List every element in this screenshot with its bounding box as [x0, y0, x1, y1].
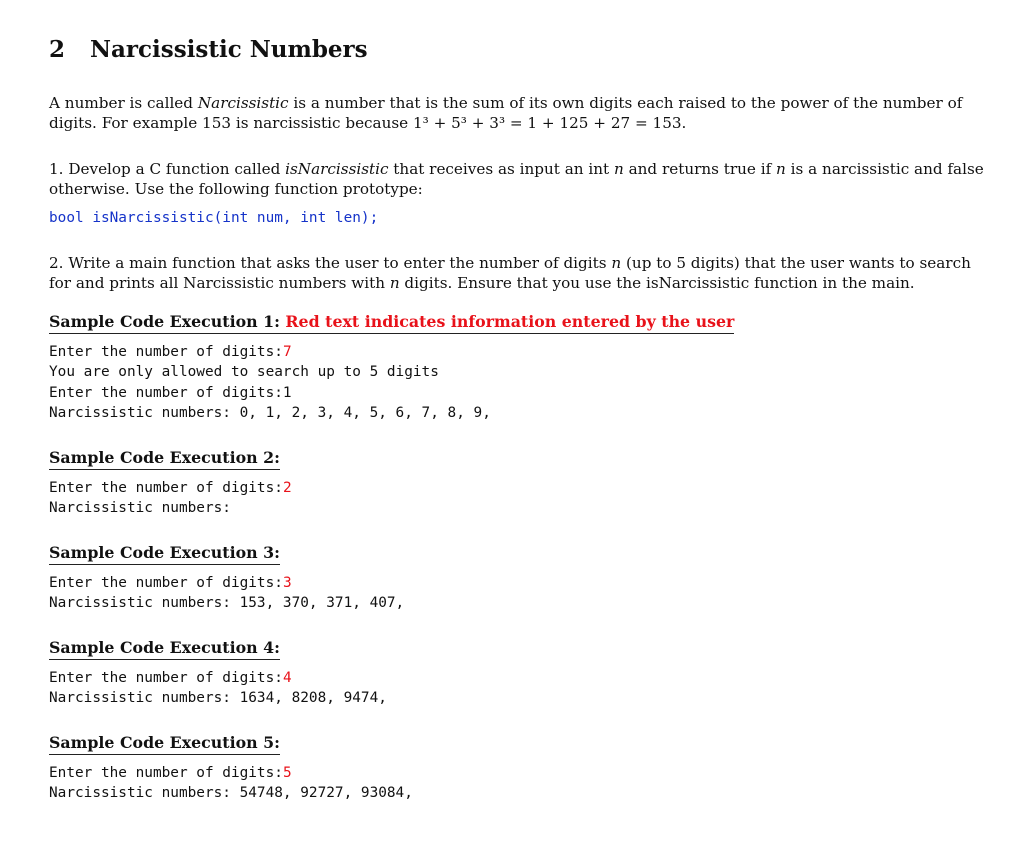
output-prompt: Narcissistic numbers: 0, 1, 2, 3, 4, 5, 6, 7, 8, 9,	[49, 405, 491, 421]
output-line	[49, 362, 989, 383]
section-number: 2	[49, 36, 66, 63]
output-line	[49, 383, 989, 404]
task-1-var-n: n	[613, 160, 624, 178]
sample-output-1	[49, 342, 989, 424]
output-prompt: Enter the number of digits:1	[49, 384, 292, 401]
output-prompt: Enter the number of digits:	[49, 764, 283, 781]
task-2-var-n-2: n	[389, 273, 400, 292]
output-line	[49, 763, 989, 784]
output-line	[49, 688, 989, 709]
task-2-paragraph	[49, 253, 989, 293]
document-page	[49, 36, 989, 804]
user-input: 7	[282, 343, 292, 360]
intro-paragraph	[49, 93, 989, 133]
sample-execution-4	[49, 638, 989, 709]
sample-heading-4: Sample Code Execution 4:	[49, 638, 280, 660]
user-input: 3	[282, 574, 292, 591]
task-1-paragraph	[49, 159, 989, 199]
output-prompt: Narcissistic numbers:	[49, 500, 231, 516]
output-line	[49, 403, 989, 424]
output-prompt: Narcissistic numbers: 54748, 92727, 93084,	[49, 785, 413, 801]
output-line	[49, 498, 989, 519]
sample-output-5	[49, 763, 989, 804]
output-prompt: You are only allowed to search up to 5 digits	[49, 364, 439, 380]
sample-heading-5: Sample Code Execution 5:	[49, 733, 280, 755]
output-line	[49, 478, 989, 499]
output-prompt: Enter the number of digits:	[49, 669, 283, 686]
task-1-var-n-2: n	[776, 160, 786, 178]
function-prototype: bool isNarcissistic(int num, int len);	[49, 210, 379, 226]
user-input: 5	[282, 764, 292, 781]
output-line	[49, 668, 989, 689]
output-line	[49, 573, 989, 594]
task-2-text-2: (up to 5 digits) that the user wants to search for and prints all Narcissistic numbers with	[49, 253, 971, 292]
sample-output-4	[49, 668, 989, 709]
output-prompt: Enter the number of digits:	[49, 343, 283, 360]
sample-output-2	[49, 478, 989, 519]
output-prompt: Enter the number of digits:	[49, 479, 283, 496]
sample-execution-3	[49, 543, 989, 614]
sample-heading-2: Sample Code Execution 2:	[49, 448, 280, 470]
task-2-var-n: n	[611, 253, 622, 272]
output-line	[49, 783, 989, 804]
sample-heading-1	[49, 312, 734, 334]
intro-text-2: is a number that is the sum of its own digits each raised to the power of the number of digits. For example 153 is narcissistic because	[49, 94, 963, 132]
output-line	[49, 593, 989, 614]
sample-execution-2	[49, 448, 989, 519]
section-heading	[49, 36, 989, 68]
task-1-text-2: that receives as input an int	[388, 160, 614, 178]
task-2-text-3: digits. Ensure that you use the isNarcissistic function in the main.	[399, 273, 915, 292]
section-title: Narcissistic Numbers	[90, 36, 368, 63]
task-1-function-name: isNarcissistic	[285, 160, 389, 178]
task-1-text: 1. Develop a C function called	[49, 160, 286, 178]
sample-execution-1	[49, 312, 989, 424]
sample-note: Red text indicates information entered by the user	[285, 311, 735, 331]
output-prompt: Narcissistic numbers: 153, 370, 371, 407,	[49, 595, 405, 611]
intro-term: Narcissistic	[197, 94, 289, 112]
sample-heading-1-label: Sample Code Execution 1:	[49, 311, 280, 331]
output-prompt: Narcissistic numbers: 1634, 8208, 9474,	[49, 690, 387, 706]
sample-heading-3: Sample Code Execution 3:	[49, 543, 280, 565]
sample-execution-5	[49, 733, 989, 804]
task-1-text-3: and returns true if	[623, 160, 777, 178]
user-input: 4	[282, 669, 292, 686]
sample-output-3	[49, 573, 989, 614]
user-input: 2	[282, 479, 292, 496]
intro-equation: 1³ + 5³ + 3³ = 1 + 125 + 27 = 153.	[413, 114, 687, 132]
task-2-text: 2. Write a main function that asks the user to enter the number of digits	[49, 253, 612, 272]
output-line	[49, 342, 989, 363]
intro-text: A number is called	[49, 94, 198, 112]
output-prompt: Enter the number of digits:	[49, 574, 283, 591]
task-1-text-4: is a narcissistic and false otherwise. Use the following function prototype:	[49, 160, 984, 198]
